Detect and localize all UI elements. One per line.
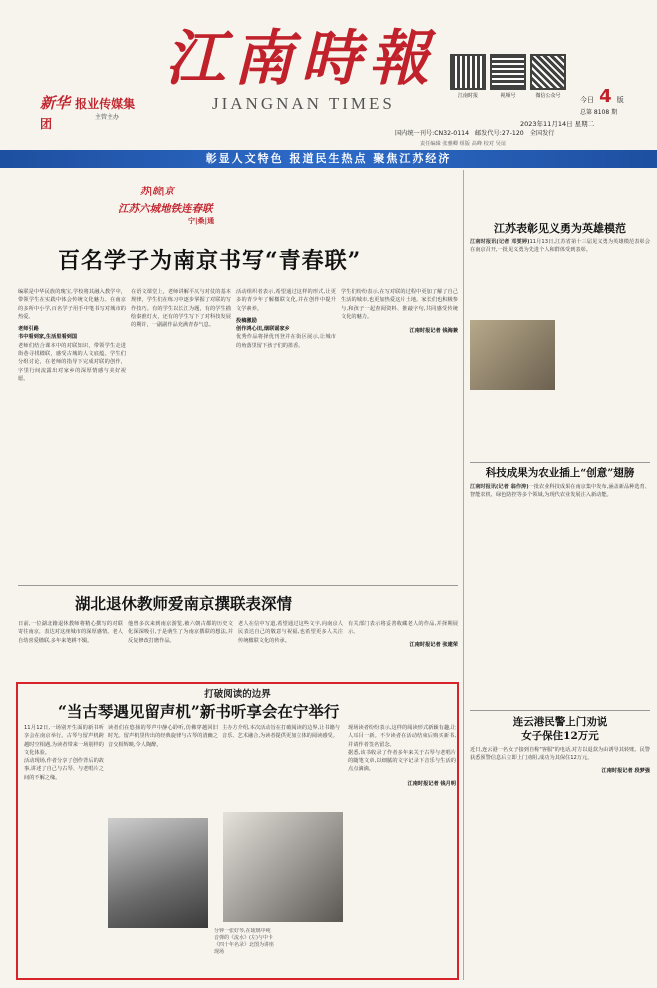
post-code: 邮发代号:27-120: [474, 130, 524, 137]
publisher-logo: [40, 92, 140, 131]
story2-body-col4: 有关部门表示将妥善收藏老人的作品,并择期展示。 江南时报记者 张建荣: [348, 621, 458, 648]
story-c-body: 近日,连云港一名女子接到自称"客服"的电话,对方以退款为由诱导其转账。民警获悉预警信息后立即上门劝阻,成功为其保住12万元。 江南时报记者 段梦强: [470, 747, 650, 774]
divider: [470, 710, 650, 711]
main-body-col1: 编联是中华民族的瑰宝,学校将其融入教学中，带领学生在实践中体会传统文化魅力。在南京的多所中小学,百名学子用手中笔书写对城市的热爱。 老师引路 书中看到家,生活里看到国 老师们结合课本中的对联知识，带领学生走进街巷寻找楹联，感受古城的人文底蕴。学生们分组讨论，在老师的指导下完成对联的创作，字里行间流露出对家乡的深厚情感与美好祝愿。: [18, 289, 126, 382]
main-body-col2: 在语文课堂上，老师讲解平仄与对仗的基本规律，学生们在练习中逐步掌握了对联的写作技巧。有的学生以长江为题，有的学生描绘秦淮灯火，还有的学生写下了对科技发展的期许，一副副作品充满青春气息。: [131, 289, 231, 329]
divider: [18, 585, 458, 586]
publisher-brand: 新华: [40, 94, 71, 112]
qr-code-icon: [530, 54, 566, 90]
qr-label: 视频号: [500, 93, 516, 99]
issue-serial: 总第 8108 期: [580, 109, 618, 116]
story-c-title: 连云港民警上门劝说: [512, 716, 608, 728]
story-a-body: 江南时报讯(记者 邓雯婷)11月13日,江苏省第十三届见义勇为英雄模范表彰会在南京召开,一批见义勇为先进个人和群体受到表彰。: [470, 239, 650, 254]
story-byline: 江南时报记者 钱海兼: [409, 328, 458, 335]
story2-headline: 湖北退休教师爱南京撰联表深情: [75, 594, 293, 613]
qr-label: 江南时报: [457, 93, 478, 99]
main-body-col3: 活动组织者表示,希望通过这样的形式,让更多的青少年了解楹联文化,并在创作中提升文学素养。 投稿激励 创作鸿心田,烟联谣家乡 优秀作品将择优刊登并在街区展示,让城市的角落里留下孩子们的墨香。: [236, 289, 336, 349]
publisher-sub: 主管主办: [95, 114, 120, 121]
story3-body-col4: 现场读者纷纷表示,这样的阅读形式新颖有趣,让人耳目一新。不少读者在活动结束后购买新书,并请作者签名留念。 据悉,该书收录了作者多年来关于古琴与老唱片的随笔文章,以细腻的文字记录下音乐与生活的点点滴滴。 江南时报记者 钱月明: [348, 725, 456, 787]
qr-code-icon: [450, 54, 486, 90]
banner-top: 苏|皖|京: [140, 187, 174, 197]
main-body-col4: 学生们纷纷表示,在写对联的过程中更加了解了自己生活的城市,也更加热爱这片土地。家长们也积极参与,和孩子一起查阅资料、推敲字句,共同感受传统文化的魅力。 江南时报记者 钱海兼: [341, 289, 458, 335]
banner-main: 江苏六城地铁连春联: [118, 203, 213, 215]
subhead-text: 投稿激励: [236, 317, 257, 324]
subhead: [236, 317, 336, 334]
main-headline: 百名学子为南京书写“青春联”: [58, 248, 362, 274]
masthead-title: 江南時報: [165, 24, 437, 94]
editors-line: 责任编辑 张雅卿 组版 高峰 校对 吴谊: [420, 141, 507, 147]
right-story-b: [470, 465, 650, 705]
pub-codes: [395, 128, 655, 137]
banner-sub: 宁|桑|通: [188, 217, 215, 225]
qr-code-icon: [490, 54, 526, 90]
story-b-lead: 江南时报讯(记者 翁作涛): [470, 484, 529, 490]
story2-body-col2: 他曾多次来到南京游览,被六朝古都的历史文化深深吸引,于是萌生了为南京撰联的想法,并反复修改打磨作品。: [128, 621, 233, 644]
subhead-text: 创作鸿心田,烟联谣家乡: [236, 326, 290, 333]
masthead: [0, 0, 657, 160]
slogan-bar: [0, 150, 657, 168]
right-story-c: [470, 712, 650, 982]
story-c-subtitle: 女子保住12万元: [521, 730, 599, 742]
metro-banner: [118, 184, 228, 234]
story-a-title: 江苏表彰见义勇为英雄模范: [494, 222, 626, 235]
issue-date: 2023年11月14日 星期二: [520, 120, 595, 128]
cn-label: 国内统一刊号:CN32-0114: [395, 130, 470, 137]
divider: [470, 462, 650, 463]
right-story-a: [470, 170, 650, 460]
story-b-body: 江南时报讯(记者 翁作涛)一批农业科技成果在南京集中发布,涵盖新品种选育、智能农机、绿色防控等多个领域,为现代农业发展注入新动能。: [470, 484, 650, 499]
photo-guqin-player: [108, 818, 208, 928]
column-divider: [463, 170, 464, 980]
story2-body-col1: 日前,一位湖北籍退休教师将精心撰写的对联寄往南京，表达对这座城市的深厚感情。老人自幼喜爱楹联,多年来笔耕不辍。: [18, 621, 123, 644]
story3-body-col2: 读者们在悠扬的琴声中静心聆听,仿佛穿越回旧时光。留声机里传出的经典旋律与古琴的清幽之音交相辉映,令人陶醉。: [108, 725, 218, 748]
subhead: [18, 325, 126, 342]
story2-body-col3: 老人在信中写道,希望通过这些文字,向南京人民表达自己的敬意与祝福,也希望更多人关注传统楹联文化的传承。: [238, 621, 343, 644]
subhead-text: 书中看到家,生活里看到国: [18, 334, 78, 341]
story3-body-col3: 主办方介绍,本次活动旨在打破阅读的边界,让书籍与音乐、艺术融合,为读者提供更加立体的阅读感受。: [222, 725, 340, 740]
issue-pages: 4: [599, 86, 612, 107]
qr-label: 微信公众号: [535, 93, 561, 99]
issue-day: 今日: [580, 96, 594, 104]
delivery-label: 全国发行: [529, 130, 555, 137]
story3-kicker: 打破阅读的边界: [204, 689, 271, 700]
masthead-pinyin: JIANGNAN TIMES: [212, 94, 395, 113]
story3-box: [16, 682, 459, 980]
story-a-lead: 江南时报讯(记者 邓雯婷): [470, 239, 530, 245]
main-story: [18, 170, 458, 570]
issue-pages-unit: 版: [616, 96, 624, 104]
publisher-name: 报业传媒集团: [40, 97, 136, 131]
issue-info: [580, 86, 650, 116]
story3-byline: 江南时报记者 钱月明: [407, 780, 456, 787]
story3-body-col1: 11月12日,一场别开生面的新书听享会在南京举行。古琴与留声机跨越时空相遇,为读者带来一场别样的文化体验。 活动现场,作者分享了创作背后的故事,讲述了自己与古琴、与老唱片之间的不解之缘。: [24, 725, 104, 781]
slogan: 彰显人文特色 报道民生热点 聚焦江苏经济: [205, 152, 452, 165]
story-b-title: 科技成果为农业插上“创意”翅膀: [485, 467, 635, 479]
story3-headline: “当古琴遇见留声机”新书听享会在宁举行: [58, 702, 340, 721]
story2-byline: 江南时报记者 张建荣: [409, 641, 458, 648]
qr-group: [450, 54, 570, 104]
story-c-byline: 江南时报记者 段梦强: [601, 767, 650, 774]
subhead-text: 老师引路: [18, 326, 39, 333]
story3-photo-caption: 分钟一张好琴,在琉璃中纯音弹的《流水》(左)与中卡《四十年名录》北图为讲座现场: [214, 928, 274, 955]
photo-award-ceremony: [470, 320, 555, 390]
photo-lecture: [223, 812, 343, 922]
